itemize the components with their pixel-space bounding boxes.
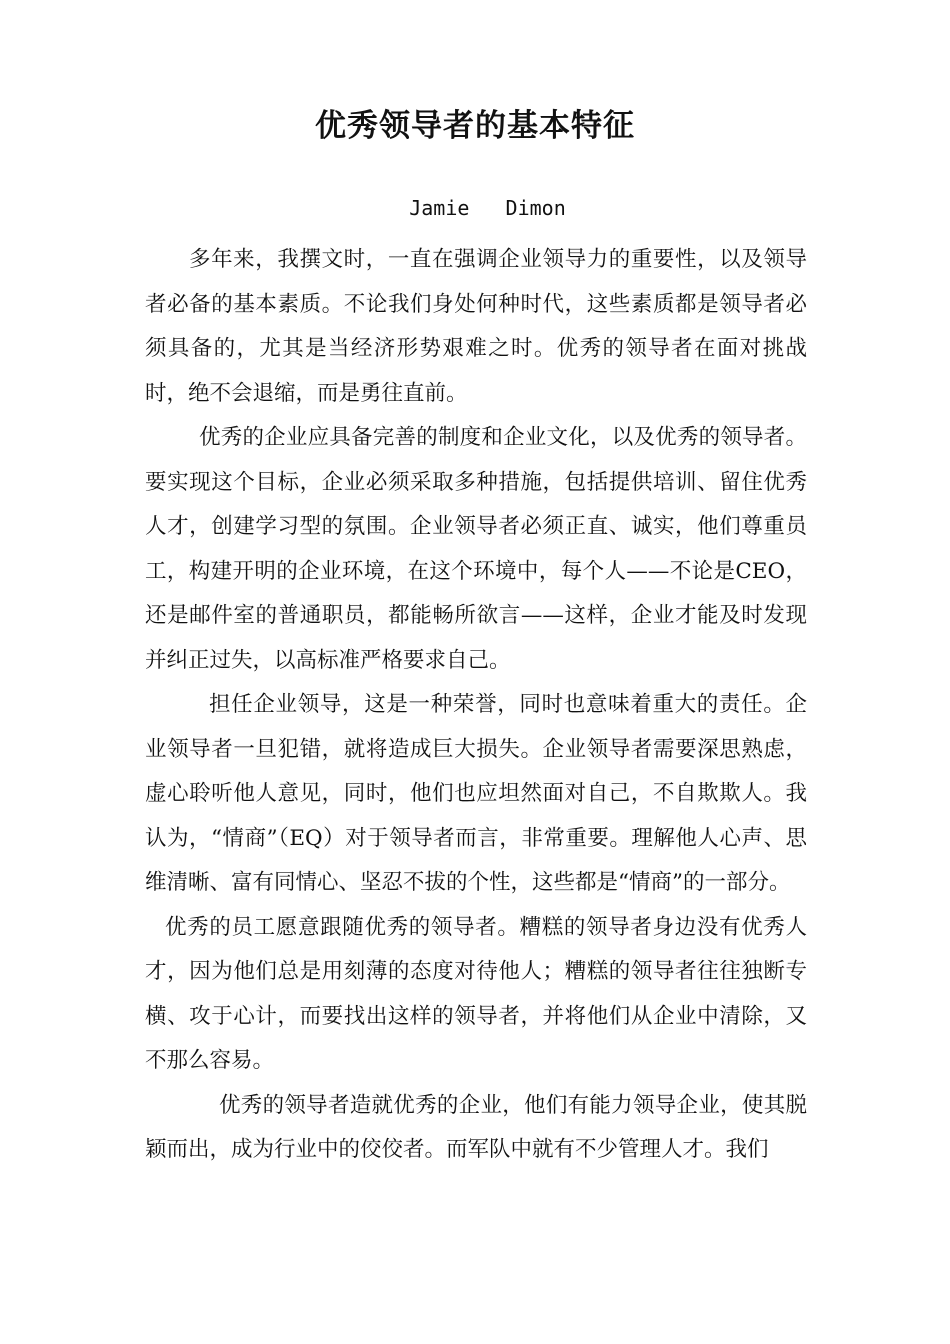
paragraph-3: 担任企业领导，这是一种荣誉，同时也意味着重大的责任。企业领导者一旦犯错，就将造成巨大损失。企业领导者需要深思熟虑，虚心聆听他人意见，同时，他们也应坦然面对自己，不自欺欺人。我认为，“情商”（EQ）对于领导者而言，非常重要。理解他人心声、思维清晰、富有同情心、坚忍不拔的个性，这些都是“情商”的一部分。	[145, 692, 807, 895]
article-body	[145, 238, 807, 1173]
paragraph-1: 多年来，我撰文时，一直在强调企业领导力的重要性，以及领导者必备的基本素质。不论我们身处何种时代，这些素质都是领导者必须具备的，尤其是当经济形势艰难之时。优秀的领导者在面对挑战时，绝不会退缩，而是勇往直前。	[145, 247, 807, 406]
paragraph-5: 优秀的领导者造就优秀的企业，他们有能力领导企业，使其脱颖而出，成为行业中的佼佼者。而军队中就有不少管理人才。我们	[145, 1092, 807, 1162]
paragraph-2: 优秀的企业应具备完善的制度和企业文化，以及优秀的领导者。要实现这个目标，企业必须采取多种措施，包括提供培训、留住优秀人才，创建学习型的氛围。企业领导者必须正直、诚实，他们尊重员工，构建开明的企业环境，在这个环境中，每个人——不论是CEO，还是邮件室的普通职员，都能畅所欲言——这样，企业才能及时发现并纠正过失，以高标准严格要求自己。	[145, 425, 807, 673]
author-name: Jamie Dimon	[409, 196, 566, 220]
paragraph-4: 优秀的员工愿意跟随优秀的领导者。糟糕的领导者身边没有优秀人才，因为他们总是用刻薄的态度对待他人；糟糕的领导者往往独断专横、攻于心计，而要找出这样的领导者，并将他们从企业中清除，又不那么容易。	[145, 914, 807, 1073]
page-title: 优秀领导者的基本特征	[315, 108, 635, 144]
